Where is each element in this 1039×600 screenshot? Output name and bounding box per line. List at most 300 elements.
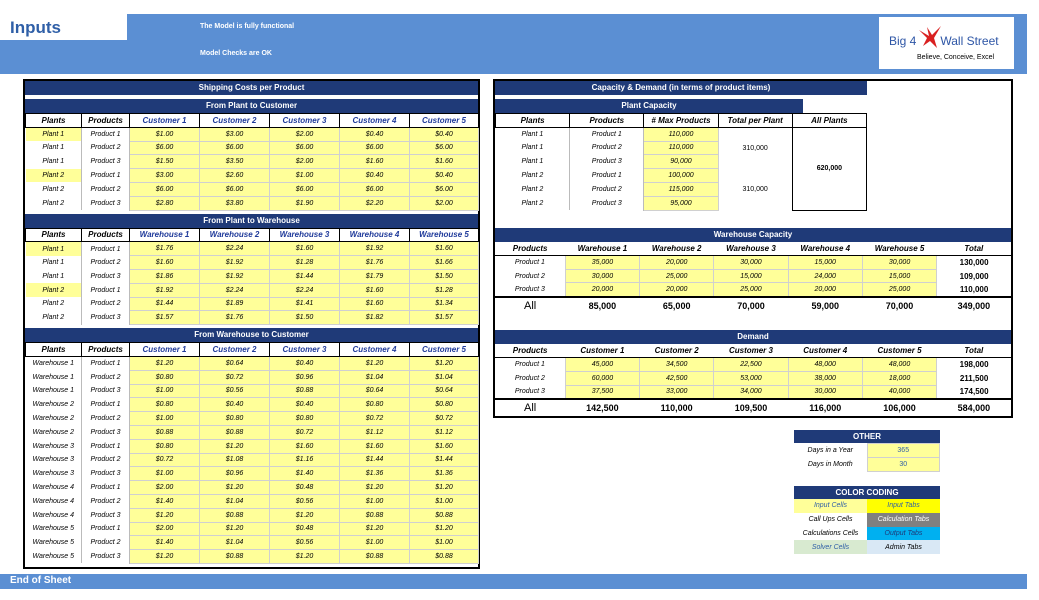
- column-header: Products: [82, 114, 130, 128]
- row-label: Product 3: [514, 388, 545, 396]
- row-label: Product 3: [82, 311, 130, 325]
- header-row: [496, 114, 867, 128]
- color-coding-title: COLOR CODING: [794, 486, 940, 499]
- model-status: The Model is fully functional: [200, 23, 295, 30]
- capacity-input-cell[interactable]: 20,000: [640, 283, 714, 297]
- plant-to-warehouse-title: From Plant to Warehouse: [25, 214, 478, 228]
- cost-input-cell[interactable]: $1.36: [340, 467, 410, 481]
- legend-callups-cells: Call Ups Cells: [808, 516, 853, 524]
- cost-input-cell[interactable]: $6.00: [270, 141, 340, 155]
- row-label: Warehouse 5: [26, 550, 82, 564]
- row-total: 110,000: [959, 284, 989, 294]
- cost-input-cell[interactable]: $1.90: [270, 196, 340, 210]
- cost-input-cell[interactable]: $1.50: [410, 269, 479, 283]
- row-label: Warehouse 1: [26, 384, 82, 398]
- column-header: Customer 1: [565, 344, 639, 358]
- table-row: [26, 481, 479, 495]
- row-label: Warehouse 3: [26, 439, 82, 453]
- cost-input-cell[interactable]: $1.20: [340, 356, 410, 370]
- row-label: Product 2: [570, 141, 644, 155]
- cost-input-cell[interactable]: $1.76: [130, 242, 200, 256]
- cost-input-cell[interactable]: $6.00: [130, 182, 200, 196]
- row-label: Warehouse 4: [26, 481, 82, 495]
- row-label: Product 1: [82, 242, 130, 256]
- total-per-plant: 310,000: [718, 127, 792, 168]
- capacity-demand-block: [493, 79, 1013, 418]
- cost-input-cell[interactable]: $1.20: [200, 481, 270, 495]
- cost-input-cell[interactable]: $0.96: [200, 467, 270, 481]
- cost-input-cell[interactable]: $1.40: [130, 536, 200, 550]
- column-header: Plants: [26, 114, 82, 128]
- capacity-input-cell[interactable]: 100,000: [644, 169, 718, 183]
- cost-input-cell[interactable]: $6.00: [410, 182, 479, 196]
- row-label: Product 1: [82, 439, 130, 453]
- row-label: Plant 1: [26, 127, 82, 141]
- cost-input-cell[interactable]: $0.40: [270, 356, 340, 370]
- cost-input-cell[interactable]: $1.57: [130, 311, 200, 325]
- cost-input-cell[interactable]: $2.60: [200, 169, 270, 183]
- row-label: Product 3: [514, 285, 545, 293]
- column-header: Products: [495, 242, 565, 256]
- cost-input-cell[interactable]: $0.80: [200, 412, 270, 426]
- row-label: Product 1: [82, 169, 130, 183]
- cost-input-cell[interactable]: $1.12: [340, 425, 410, 439]
- plant-to-customer-title: From Plant to Customer: [25, 99, 478, 113]
- cost-input-cell[interactable]: $1.82: [340, 311, 410, 325]
- cost-input-cell[interactable]: $1.44: [130, 297, 200, 311]
- cost-input-cell[interactable]: $1.12: [410, 425, 479, 439]
- cost-input-cell[interactable]: $6.00: [130, 141, 200, 155]
- cost-input-cell[interactable]: $1.20: [410, 481, 479, 495]
- capacity-input-cell[interactable]: 15,000: [862, 269, 936, 283]
- cost-input-cell[interactable]: $1.20: [410, 356, 479, 370]
- cost-input-cell[interactable]: $0.56: [270, 536, 340, 550]
- cost-input-cell[interactable]: $2.00: [130, 481, 200, 495]
- table-row: [495, 385, 1011, 399]
- capacity-input-cell[interactable]: 38,000: [788, 371, 862, 385]
- row-label: Plant 1: [26, 155, 82, 169]
- cost-input-cell[interactable]: $0.48: [270, 522, 340, 536]
- capacity-input-cell[interactable]: 30,000: [788, 385, 862, 399]
- column-header: Plants: [496, 114, 570, 128]
- capacity-input-cell[interactable]: 15,000: [714, 269, 788, 283]
- cost-input-cell[interactable]: $6.00: [410, 141, 479, 155]
- cost-input-cell[interactable]: $0.56: [270, 494, 340, 508]
- cost-input-cell[interactable]: $0.80: [130, 398, 200, 412]
- cost-input-cell[interactable]: $0.88: [340, 550, 410, 564]
- row-label: Warehouse 4: [26, 508, 82, 522]
- column-header: Total per Plant: [718, 114, 792, 128]
- row-label: Product 2: [514, 374, 545, 382]
- column-header: # Max Products: [644, 114, 718, 128]
- table-row: [26, 356, 479, 370]
- capacity-input-cell[interactable]: 60,000: [565, 371, 639, 385]
- column-header: Customer 2: [200, 114, 270, 128]
- cost-input-cell[interactable]: $1.60: [340, 297, 410, 311]
- cost-input-cell[interactable]: $1.92: [200, 269, 270, 283]
- row-label: Warehouse 3: [26, 467, 82, 481]
- cost-input-cell[interactable]: $1.20: [270, 508, 340, 522]
- days-month-input[interactable]: 30: [867, 457, 940, 471]
- cost-input-cell[interactable]: $0.56: [200, 384, 270, 398]
- cost-input-cell[interactable]: $1.60: [130, 256, 200, 270]
- cost-input-cell[interactable]: $3.50: [200, 155, 270, 169]
- cost-input-cell[interactable]: $0.64: [340, 384, 410, 398]
- capacity-input-cell[interactable]: 53,000: [714, 371, 788, 385]
- cost-input-cell[interactable]: $1.20: [200, 439, 270, 453]
- cost-input-cell[interactable]: $1.44: [270, 269, 340, 283]
- cost-input-cell[interactable]: $1.76: [340, 256, 410, 270]
- row-label: Warehouse 3: [26, 453, 82, 467]
- row-total: 174,500: [959, 387, 989, 397]
- cost-input-cell[interactable]: $1.04: [340, 370, 410, 384]
- table-row: [495, 269, 1011, 283]
- capacity-input-cell[interactable]: 110,000: [644, 141, 718, 155]
- cost-input-cell[interactable]: $0.80: [340, 398, 410, 412]
- row-label: Product 3: [570, 155, 644, 169]
- column-header: Warehouse 4: [788, 242, 862, 256]
- cost-input-cell[interactable]: $1.36: [410, 467, 479, 481]
- capacity-input-cell[interactable]: 48,000: [788, 358, 862, 372]
- cost-input-cell[interactable]: $1.86: [130, 269, 200, 283]
- row-label: Product 2: [82, 494, 130, 508]
- row-label: Product 1: [82, 283, 130, 297]
- other-block: [794, 430, 940, 472]
- row-label: Plant 2: [26, 196, 82, 210]
- column-header: Total: [937, 242, 1011, 256]
- table-row: [26, 439, 479, 453]
- column-header: Products: [82, 343, 130, 357]
- cost-input-cell[interactable]: $0.40: [340, 127, 410, 141]
- cost-input-cell[interactable]: $6.00: [340, 141, 410, 155]
- row-label: Plant 1: [26, 242, 82, 256]
- cost-input-cell[interactable]: $1.00: [270, 169, 340, 183]
- all-label: All: [495, 399, 565, 416]
- cost-input-cell[interactable]: $1.28: [410, 283, 479, 297]
- cost-input-cell[interactable]: $1.66: [410, 256, 479, 270]
- cost-input-cell[interactable]: $1.20: [130, 508, 200, 522]
- cost-input-cell[interactable]: $1.89: [200, 297, 270, 311]
- cost-input-cell[interactable]: $1.04: [200, 494, 270, 508]
- cost-input-cell[interactable]: $3.00: [200, 127, 270, 141]
- capacity-input-cell[interactable]: 115,000: [644, 182, 718, 196]
- cost-input-cell[interactable]: $0.72: [340, 412, 410, 426]
- row-label: Product 1: [570, 127, 644, 141]
- capacity-input-cell[interactable]: 20,000: [640, 255, 714, 269]
- cost-input-cell[interactable]: $1.44: [410, 453, 479, 467]
- cost-input-cell[interactable]: $1.00: [410, 494, 479, 508]
- cost-input-cell[interactable]: $0.88: [410, 508, 479, 522]
- cost-input-cell[interactable]: $0.88: [270, 384, 340, 398]
- cost-input-cell[interactable]: $1.50: [270, 311, 340, 325]
- cost-input-cell[interactable]: $1.60: [270, 242, 340, 256]
- all-total: 106,000: [862, 399, 936, 416]
- cost-input-cell[interactable]: $0.40: [410, 169, 479, 183]
- row-label: Plant 2: [26, 311, 82, 325]
- capacity-input-cell[interactable]: 30,000: [565, 269, 639, 283]
- cost-input-cell[interactable]: $0.88: [200, 550, 270, 564]
- cost-input-cell[interactable]: $1.16: [270, 453, 340, 467]
- cost-input-cell[interactable]: $0.80: [130, 439, 200, 453]
- table-row: [26, 283, 479, 297]
- cost-input-cell[interactable]: $2.00: [270, 155, 340, 169]
- capacity-input-cell[interactable]: 25,000: [714, 283, 788, 297]
- cost-input-cell[interactable]: $0.88: [130, 425, 200, 439]
- row-label: Product 3: [82, 508, 130, 522]
- cost-input-cell[interactable]: $2.24: [270, 283, 340, 297]
- cost-input-cell[interactable]: $1.00: [130, 467, 200, 481]
- cost-input-cell[interactable]: $1.00: [130, 412, 200, 426]
- row-label: Plant 2: [496, 182, 570, 196]
- row-label: Warehouse 5: [26, 522, 82, 536]
- row-label: Product 2: [82, 370, 130, 384]
- cost-input-cell[interactable]: $6.00: [200, 182, 270, 196]
- capacity-input-cell[interactable]: 34,500: [640, 358, 714, 372]
- capacity-input-cell[interactable]: 25,000: [862, 283, 936, 297]
- capacity-input-cell[interactable]: 37,500: [565, 385, 639, 399]
- capacity-input-cell[interactable]: 22,500: [714, 358, 788, 372]
- capacity-input-cell[interactable]: 33,000: [640, 385, 714, 399]
- row-label: Warehouse 1: [26, 370, 82, 384]
- cost-input-cell[interactable]: $1.92: [340, 242, 410, 256]
- column-header: Warehouse 3: [270, 228, 340, 242]
- cost-input-cell[interactable]: $1.00: [130, 127, 200, 141]
- capacity-input-cell[interactable]: 45,000: [565, 358, 639, 372]
- cost-input-cell[interactable]: $1.34: [410, 297, 479, 311]
- cost-input-cell[interactable]: $1.44: [340, 453, 410, 467]
- capacity-input-cell[interactable]: 40,000: [862, 385, 936, 399]
- all-total: 142,500: [565, 399, 639, 416]
- capacity-input-cell[interactable]: 35,000: [565, 255, 639, 269]
- column-header: Customer 3: [270, 343, 340, 357]
- cost-input-cell[interactable]: $0.96: [270, 370, 340, 384]
- cost-input-cell[interactable]: $1.20: [410, 522, 479, 536]
- column-header: Customer 2: [640, 344, 714, 358]
- table-row: [495, 371, 1011, 385]
- cost-input-cell[interactable]: $0.88: [200, 425, 270, 439]
- cost-input-cell[interactable]: $1.20: [130, 550, 200, 564]
- table-row: [26, 384, 479, 398]
- table-row: [26, 370, 479, 384]
- all-row: [495, 297, 1011, 314]
- column-header: Customer 1: [130, 343, 200, 357]
- column-header: Plants: [26, 343, 82, 357]
- column-header: Total: [937, 344, 1011, 358]
- days-year-input[interactable]: 365: [867, 444, 940, 458]
- logo-tagline: Believe, Conceive, Excel: [917, 54, 995, 61]
- cost-input-cell[interactable]: $0.72: [130, 453, 200, 467]
- cost-input-cell[interactable]: $1.00: [340, 536, 410, 550]
- cost-input-cell[interactable]: $1.60: [340, 155, 410, 169]
- cost-input-cell[interactable]: $1.60: [340, 439, 410, 453]
- all-total: 584,000: [937, 399, 1011, 416]
- cost-input-cell[interactable]: $2.24: [200, 283, 270, 297]
- row-label: Plant 2: [26, 283, 82, 297]
- cost-input-cell[interactable]: $1.04: [200, 536, 270, 550]
- column-header: Warehouse 2: [200, 228, 270, 242]
- cost-input-cell[interactable]: $0.40: [340, 169, 410, 183]
- column-header: Warehouse 5: [410, 228, 479, 242]
- legend-calculation-tabs: Calculation Tabs: [867, 513, 940, 527]
- cost-input-cell[interactable]: $2.00: [130, 522, 200, 536]
- cost-input-cell[interactable]: $0.80: [270, 412, 340, 426]
- demand-table: [495, 344, 1011, 416]
- cost-input-cell[interactable]: $1.28: [270, 256, 340, 270]
- cost-input-cell[interactable]: $2.80: [130, 196, 200, 210]
- capacity-input-cell[interactable]: 24,000: [788, 269, 862, 283]
- cost-input-cell[interactable]: $1.92: [200, 256, 270, 270]
- row-label: Product 3: [82, 155, 130, 169]
- cost-input-cell[interactable]: $1.20: [130, 356, 200, 370]
- cost-input-cell[interactable]: $0.64: [410, 384, 479, 398]
- cost-input-cell[interactable]: $0.88: [200, 508, 270, 522]
- capacity-input-cell[interactable]: 25,000: [640, 269, 714, 283]
- cost-input-cell[interactable]: $0.48: [270, 481, 340, 495]
- cost-input-cell[interactable]: $1.92: [130, 283, 200, 297]
- cost-input-cell[interactable]: $0.64: [200, 356, 270, 370]
- row-label: Product 2: [570, 182, 644, 196]
- capacity-input-cell[interactable]: 15,000: [788, 255, 862, 269]
- capacity-input-cell[interactable]: 30,000: [862, 255, 936, 269]
- cost-input-cell[interactable]: $1.79: [340, 269, 410, 283]
- all-label: All: [495, 297, 565, 314]
- cost-input-cell[interactable]: $1.60: [410, 155, 479, 169]
- cost-input-cell[interactable]: $3.00: [130, 169, 200, 183]
- capacity-input-cell[interactable]: 48,000: [862, 358, 936, 372]
- capacity-input-cell[interactable]: 20,000: [565, 283, 639, 297]
- cost-input-cell[interactable]: $1.60: [270, 439, 340, 453]
- all-total: 65,000: [640, 297, 714, 314]
- cost-input-cell[interactable]: $1.20: [340, 522, 410, 536]
- table-row: [26, 141, 479, 155]
- table-row: [26, 182, 479, 196]
- table-row: [26, 297, 479, 311]
- legend-input-tabs: Input Tabs: [867, 499, 940, 513]
- table-row: [26, 508, 479, 522]
- all-total: 70,000: [862, 297, 936, 314]
- column-header: Products: [495, 344, 565, 358]
- row-total: 130,000: [959, 258, 989, 268]
- cost-input-cell[interactable]: $1.50: [130, 155, 200, 169]
- row-label: Product 3: [82, 384, 130, 398]
- row-label: Product 2: [82, 453, 130, 467]
- row-label: Warehouse 1: [26, 356, 82, 370]
- capacity-input-cell[interactable]: 110,000: [644, 127, 718, 141]
- cost-input-cell[interactable]: $1.60: [410, 242, 479, 256]
- table-row: [26, 196, 479, 210]
- cost-input-cell[interactable]: $1.04: [410, 370, 479, 384]
- cost-input-cell[interactable]: $1.57: [410, 311, 479, 325]
- cost-input-cell[interactable]: $3.80: [200, 196, 270, 210]
- row-label: Plant 2: [26, 297, 82, 311]
- capacity-input-cell[interactable]: 34,000: [714, 385, 788, 399]
- cost-input-cell[interactable]: $2.00: [410, 196, 479, 210]
- other-title: OTHER: [794, 430, 940, 443]
- row-label: Product 3: [82, 196, 130, 210]
- cost-input-cell[interactable]: $1.40: [270, 467, 340, 481]
- eagle-icon: [917, 24, 943, 50]
- capacity-input-cell[interactable]: 42,500: [640, 371, 714, 385]
- row-label: Product 3: [82, 425, 130, 439]
- column-header: All Plants: [792, 114, 866, 128]
- row-total: 211,500: [959, 373, 989, 383]
- row-label: Product 2: [82, 412, 130, 426]
- cost-input-cell[interactable]: $1.60: [410, 439, 479, 453]
- plant-capacity-title: Plant Capacity: [495, 99, 803, 113]
- column-header: Customer 5: [410, 114, 479, 128]
- table-row: [26, 425, 479, 439]
- row-label: Plant 1: [496, 127, 570, 141]
- table-row: [26, 169, 479, 183]
- table-row: [26, 522, 479, 536]
- cost-input-cell[interactable]: $0.40: [200, 398, 270, 412]
- cost-input-cell[interactable]: $0.88: [410, 550, 479, 564]
- row-label: Plant 1: [496, 141, 570, 155]
- cost-input-cell[interactable]: $1.41: [270, 297, 340, 311]
- cost-input-cell[interactable]: $6.00: [270, 182, 340, 196]
- cost-input-cell[interactable]: $1.00: [130, 384, 200, 398]
- row-label: Product 1: [82, 356, 130, 370]
- cost-input-cell[interactable]: $1.20: [200, 522, 270, 536]
- cost-input-cell[interactable]: $1.20: [340, 481, 410, 495]
- row-total: 198,000: [959, 360, 989, 370]
- column-header: Products: [82, 228, 130, 242]
- cost-input-cell[interactable]: $1.20: [270, 550, 340, 564]
- cost-input-cell[interactable]: $6.00: [200, 141, 270, 155]
- end-of-sheet-bar: End of Sheet: [0, 574, 1027, 589]
- capacity-input-cell[interactable]: 30,000: [714, 255, 788, 269]
- cost-input-cell[interactable]: $2.20: [340, 196, 410, 210]
- header-row: [495, 242, 1011, 256]
- all-total: 349,000: [937, 297, 1011, 314]
- demand-title: Demand: [495, 330, 1011, 344]
- cost-input-cell[interactable]: $0.40: [270, 398, 340, 412]
- cost-input-cell[interactable]: $1.76: [200, 311, 270, 325]
- cost-input-cell[interactable]: $1.40: [130, 494, 200, 508]
- cost-input-cell[interactable]: $2.00: [270, 127, 340, 141]
- shipping-costs-block: [23, 79, 480, 569]
- cost-input-cell[interactable]: $2.24: [200, 242, 270, 256]
- table-row: [26, 127, 479, 141]
- row-label: Plant 2: [26, 169, 82, 183]
- cost-input-cell[interactable]: $0.88: [340, 508, 410, 522]
- cost-input-cell[interactable]: $0.72: [410, 412, 479, 426]
- capacity-input-cell[interactable]: 90,000: [644, 155, 718, 169]
- cost-input-cell[interactable]: $1.60: [340, 283, 410, 297]
- cost-input-cell[interactable]: $1.08: [200, 453, 270, 467]
- table-row: [26, 242, 479, 256]
- capacity-input-cell[interactable]: 18,000: [862, 371, 936, 385]
- table-row: [26, 398, 479, 412]
- all-plants-total: 620,000: [792, 127, 866, 210]
- cost-input-cell[interactable]: $1.00: [410, 536, 479, 550]
- capacity-input-cell[interactable]: 20,000: [788, 283, 862, 297]
- cost-input-cell[interactable]: $6.00: [340, 182, 410, 196]
- cost-input-cell[interactable]: $0.72: [270, 425, 340, 439]
- legend-output-tabs: Output Tabs: [867, 527, 940, 541]
- cost-input-cell[interactable]: $0.72: [200, 370, 270, 384]
- row-label: Product 1: [82, 481, 130, 495]
- row-label: Product 1: [82, 127, 130, 141]
- cost-input-cell[interactable]: $1.00: [340, 494, 410, 508]
- capacity-input-cell[interactable]: 95,000: [644, 196, 718, 210]
- cost-input-cell[interactable]: $0.80: [130, 370, 200, 384]
- row-label: Plant 1: [26, 269, 82, 283]
- logo-text-left: Big 4: [889, 34, 917, 48]
- cost-input-cell[interactable]: $0.80: [410, 398, 479, 412]
- cost-input-cell[interactable]: $0.40: [410, 127, 479, 141]
- warehouse-to-customer-title: From Warehouse to Customer: [25, 328, 478, 342]
